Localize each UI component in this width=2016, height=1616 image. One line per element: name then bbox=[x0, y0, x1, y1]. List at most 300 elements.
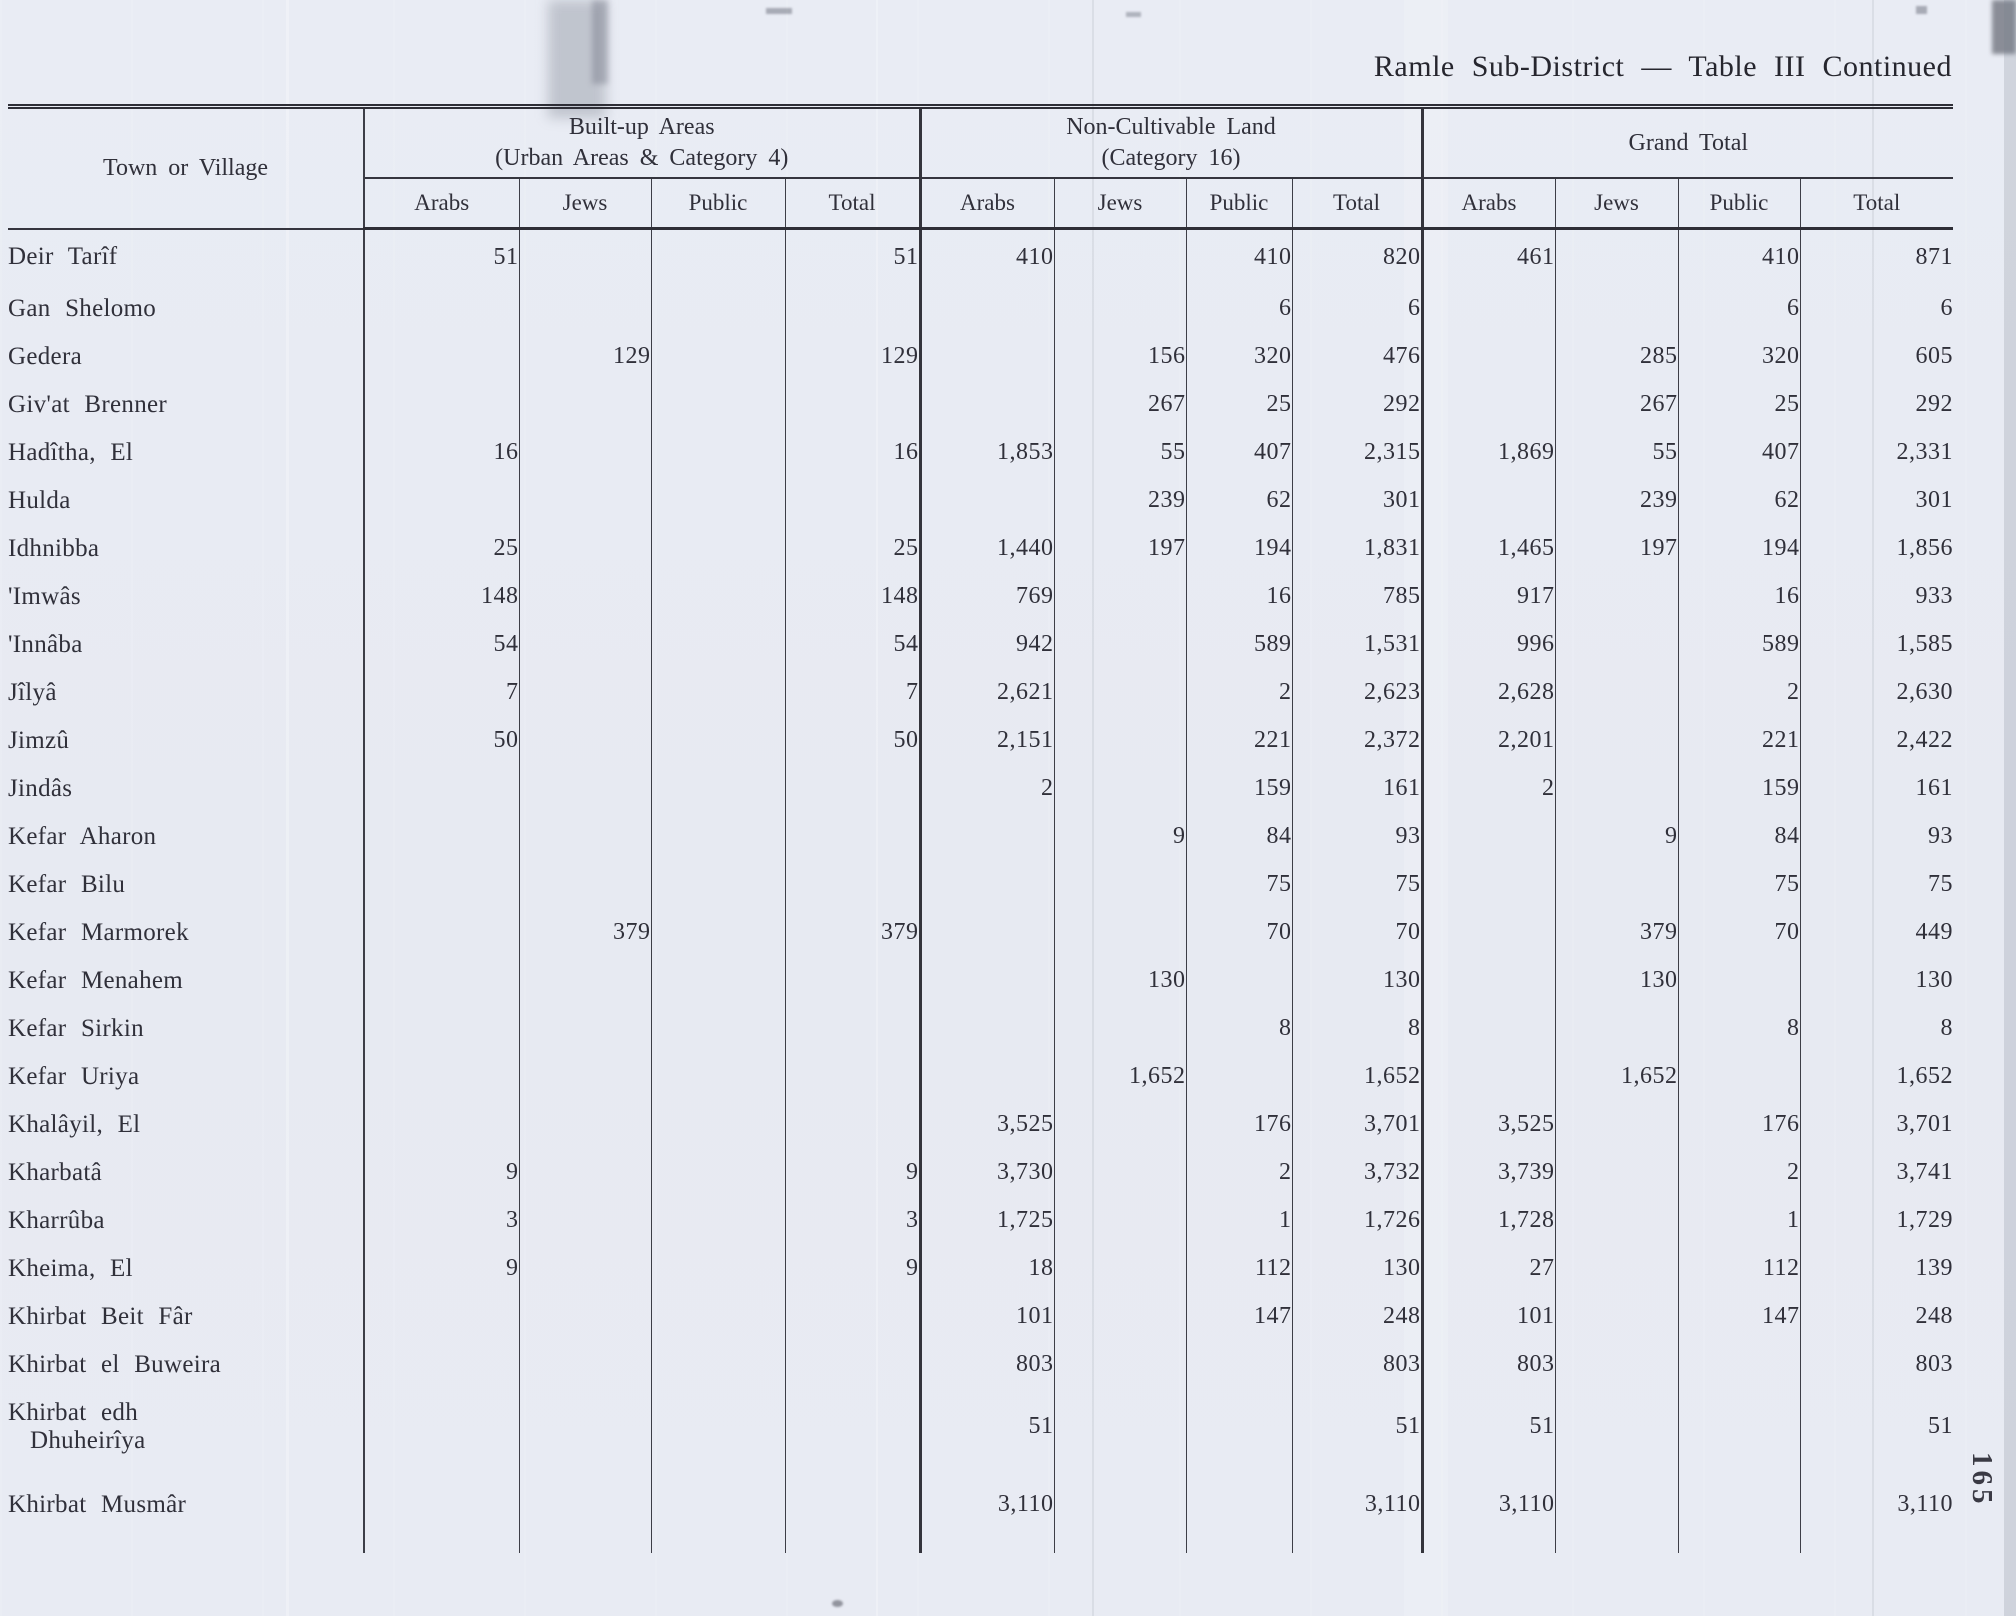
cell-nc-public bbox=[1186, 1389, 1292, 1465]
cell-bu-total bbox=[785, 861, 920, 909]
cell-nc-jews bbox=[1054, 669, 1186, 717]
cell-bu-jews bbox=[519, 285, 651, 333]
table-row bbox=[8, 1465, 1953, 1553]
cell-gt-arabs: 3,525 bbox=[1422, 1101, 1555, 1149]
cell-bu-public bbox=[651, 229, 785, 285]
column-header-bu-jews: Jews bbox=[519, 178, 651, 229]
cell-nc-public: 221 bbox=[1186, 717, 1292, 765]
cell-gt-jews bbox=[1555, 669, 1678, 717]
cell-nc-total: 2,315 bbox=[1292, 429, 1422, 477]
cell-nc-public bbox=[1186, 1341, 1292, 1389]
cell-bu-arabs: 9 bbox=[364, 1149, 519, 1197]
cell-nc-arabs: 101 bbox=[920, 1293, 1054, 1341]
cell-gt-jews bbox=[1555, 621, 1678, 669]
cell-nc-jews: 197 bbox=[1054, 525, 1186, 573]
cell-bu-jews bbox=[519, 429, 651, 477]
cell-gt-public bbox=[1678, 1389, 1800, 1465]
column-header-gt-jews: Jews bbox=[1555, 178, 1678, 229]
cell-bu-public bbox=[651, 1293, 785, 1341]
cell-gt-total: 803 bbox=[1915, 1351, 1954, 1377]
cell-nc-public: 2 bbox=[1186, 1149, 1292, 1197]
cell-bu-public bbox=[651, 381, 785, 429]
cell-bu-arabs: 3 bbox=[364, 1197, 519, 1245]
column-header-bu-arabs: Arabs bbox=[364, 178, 519, 229]
cell-nc-total: 70 bbox=[1292, 909, 1422, 957]
cell-nc-total: 8 bbox=[1292, 1005, 1422, 1053]
cell-bu-total: 54 bbox=[785, 621, 920, 669]
cell-gt-total: 6 bbox=[1940, 295, 1954, 321]
cell-nc-jews bbox=[1054, 1005, 1186, 1053]
cell-gt-jews bbox=[1555, 1101, 1678, 1149]
cell-bu-public bbox=[651, 477, 785, 525]
cell-nc-public: 25 bbox=[1186, 381, 1292, 429]
cell-nc-arabs: 2,151 bbox=[920, 717, 1054, 765]
cell-bu-jews bbox=[519, 477, 651, 525]
cell-nc-arabs: 51 bbox=[920, 1389, 1054, 1465]
cell-bu-jews bbox=[519, 765, 651, 813]
scan-smudge bbox=[592, 0, 608, 84]
cell-bu-arabs bbox=[364, 813, 519, 861]
cell-nc-total: 130 bbox=[1292, 1245, 1422, 1293]
cell-bu-arabs: 25 bbox=[364, 525, 519, 573]
cell-bu-total bbox=[785, 813, 920, 861]
cell-nc-total: 130 bbox=[1292, 957, 1422, 1005]
cell-gt-arabs: 996 bbox=[1422, 621, 1555, 669]
cell-nc-public: 407 bbox=[1186, 429, 1292, 477]
cell-nc-jews: 55 bbox=[1054, 429, 1186, 477]
cell-nc-arabs bbox=[920, 957, 1054, 1005]
cell-nc-jews bbox=[1054, 717, 1186, 765]
cell-bu-total: 9 bbox=[785, 1149, 920, 1197]
group-label-line: Built-up Areas bbox=[568, 114, 715, 140]
cell-bu-total bbox=[785, 957, 920, 1005]
cell-nc-jews: 130 bbox=[1054, 957, 1186, 1005]
cell-bu-public bbox=[651, 1245, 785, 1293]
cell-nc-jews bbox=[1054, 621, 1186, 669]
cell-gt-arabs: 2,628 bbox=[1422, 669, 1555, 717]
cell-gt-arabs bbox=[1422, 861, 1555, 909]
cell-bu-public bbox=[651, 429, 785, 477]
table-row bbox=[8, 621, 1953, 669]
cell-gt-jews bbox=[1555, 765, 1678, 813]
cell-nc-public bbox=[1186, 1465, 1292, 1553]
table-row bbox=[8, 477, 1953, 525]
cell-nc-arabs bbox=[920, 333, 1054, 381]
cell-gt-arabs bbox=[1422, 1053, 1555, 1101]
cell-nc-public: 410 bbox=[1186, 229, 1292, 285]
cell-gt-arabs bbox=[1422, 381, 1555, 429]
cell-bu-jews bbox=[519, 381, 651, 429]
cell-nc-jews bbox=[1054, 1149, 1186, 1197]
cell-gt-total: 3,110 bbox=[1897, 1490, 1954, 1517]
cell-gt-total: 161 bbox=[1915, 775, 1954, 801]
cell-bu-jews bbox=[519, 1293, 651, 1341]
cell-gt-total: 2,331 bbox=[1896, 439, 1954, 465]
cell-gt-public: 62 bbox=[1678, 477, 1800, 525]
cell-nc-arabs: 3,110 bbox=[920, 1465, 1054, 1553]
cell-gt-public: 6 bbox=[1678, 285, 1800, 333]
cell-nc-public bbox=[1186, 1053, 1292, 1101]
cell-bu-public bbox=[651, 1465, 785, 1553]
cell-bu-total bbox=[785, 1389, 920, 1465]
cell-nc-arabs: 803 bbox=[920, 1341, 1054, 1389]
cell-gt-arabs: 3,739 bbox=[1422, 1149, 1555, 1197]
cell-gt-total: 292 bbox=[1915, 391, 1954, 417]
cell-gt-jews bbox=[1555, 1293, 1678, 1341]
cell-bu-public bbox=[651, 285, 785, 333]
cell-bu-arabs bbox=[364, 1053, 519, 1101]
cell-nc-jews bbox=[1054, 229, 1186, 285]
cell-gt-public: 112 bbox=[1678, 1245, 1800, 1293]
cell-bu-arabs: 7 bbox=[364, 669, 519, 717]
corner-header-town-or-village: Town or Village bbox=[8, 107, 364, 229]
cell-gt-jews: 285 bbox=[1555, 333, 1678, 381]
cell-nc-jews: 156 bbox=[1054, 333, 1186, 381]
town-name-cell: Giv'at Brenner bbox=[8, 381, 364, 429]
table-row bbox=[8, 717, 1953, 765]
town-name-cell: Gan Shelomo bbox=[8, 285, 364, 333]
cell-gt-public: 1 bbox=[1678, 1197, 1800, 1245]
cell-gt-arabs: 51 bbox=[1422, 1389, 1555, 1465]
cell-bu-arabs: 16 bbox=[364, 429, 519, 477]
cell-nc-total: 51 bbox=[1292, 1389, 1422, 1465]
cell-nc-public: 16 bbox=[1186, 573, 1292, 621]
cell-gt-jews bbox=[1555, 717, 1678, 765]
cell-bu-public bbox=[651, 717, 785, 765]
cell-gt-public: 84 bbox=[1678, 813, 1800, 861]
cell-gt-jews: 9 bbox=[1555, 813, 1678, 861]
cell-bu-total bbox=[785, 765, 920, 813]
cell-nc-arabs: 3,525 bbox=[920, 1101, 1054, 1149]
cell-gt-public: 75 bbox=[1678, 861, 1800, 909]
town-name-cell: Hadîtha, El bbox=[8, 429, 364, 477]
cell-bu-total bbox=[785, 1053, 920, 1101]
town-name-cell: Kharrûba bbox=[8, 1197, 364, 1245]
cell-bu-jews bbox=[519, 717, 651, 765]
cell-bu-public bbox=[651, 621, 785, 669]
cell-gt-arabs bbox=[1422, 285, 1555, 333]
cell-bu-public bbox=[651, 909, 785, 957]
cell-gt-total: 3,701 bbox=[1896, 1111, 1954, 1137]
cell-bu-jews: 379 bbox=[519, 909, 651, 957]
cell-gt-arabs: 803 bbox=[1422, 1341, 1555, 1389]
cell-gt-public bbox=[1678, 1465, 1800, 1553]
cell-bu-total: 3 bbox=[785, 1197, 920, 1245]
cell-bu-jews bbox=[519, 1005, 651, 1053]
cell-gt-arabs bbox=[1422, 333, 1555, 381]
cell-gt-total: 130 bbox=[1915, 967, 1954, 993]
cell-gt-jews bbox=[1555, 1245, 1678, 1293]
cell-bu-arabs bbox=[364, 1465, 519, 1553]
cell-nc-public: 84 bbox=[1186, 813, 1292, 861]
cell-gt-arabs: 2 bbox=[1422, 765, 1555, 813]
cell-nc-jews: 267 bbox=[1054, 381, 1186, 429]
cell-nc-public: 70 bbox=[1186, 909, 1292, 957]
cell-gt-public: 194 bbox=[1678, 525, 1800, 573]
cell-bu-arabs bbox=[364, 333, 519, 381]
group-label-line: Non-Cultivable Land bbox=[1066, 114, 1276, 140]
cell-nc-public: 194 bbox=[1186, 525, 1292, 573]
cell-nc-arabs: 1,853 bbox=[920, 429, 1054, 477]
cell-bu-public bbox=[651, 1197, 785, 1245]
table-row bbox=[8, 1053, 1953, 1101]
cell-nc-arabs: 2,621 bbox=[920, 669, 1054, 717]
cell-bu-jews bbox=[519, 1197, 651, 1245]
cell-gt-jews bbox=[1555, 1389, 1678, 1465]
cell-gt-total: 2,630 bbox=[1896, 679, 1954, 705]
cell-nc-total: 2,623 bbox=[1292, 669, 1422, 717]
cell-nc-public bbox=[1186, 957, 1292, 1005]
column-header-bu-total: Total bbox=[785, 178, 920, 229]
town-name-cell: Khalâyil, El bbox=[8, 1101, 364, 1149]
cell-gt-jews bbox=[1555, 229, 1678, 285]
cell-nc-arabs bbox=[920, 813, 1054, 861]
cell-nc-public: 62 bbox=[1186, 477, 1292, 525]
cell-gt-arabs: 27 bbox=[1422, 1245, 1555, 1293]
cell-nc-arabs bbox=[920, 1053, 1054, 1101]
town-name-cell: Kefar Aharon bbox=[8, 813, 364, 861]
column-header-gt-total: Total bbox=[1800, 178, 1953, 229]
cell-bu-arabs: 148 bbox=[364, 573, 519, 621]
cell-gt-public: 16 bbox=[1678, 573, 1800, 621]
scan-speck bbox=[832, 1600, 843, 1607]
cell-nc-total: 75 bbox=[1292, 861, 1422, 909]
cell-gt-total: 75 bbox=[1928, 871, 1954, 897]
cell-nc-arabs: 1,725 bbox=[920, 1197, 1054, 1245]
cell-gt-public: 407 bbox=[1678, 429, 1800, 477]
cell-bu-total: 148 bbox=[785, 573, 920, 621]
cell-bu-arabs bbox=[364, 1005, 519, 1053]
cell-bu-arabs: 50 bbox=[364, 717, 519, 765]
cell-nc-jews bbox=[1054, 909, 1186, 957]
cell-gt-arabs: 101 bbox=[1422, 1293, 1555, 1341]
cell-bu-arabs: 54 bbox=[364, 621, 519, 669]
table-row bbox=[8, 573, 1953, 621]
cell-nc-public: 320 bbox=[1186, 333, 1292, 381]
town-name-cell: Khirbat Beit Fâr bbox=[8, 1293, 364, 1341]
cell-bu-arabs bbox=[364, 1101, 519, 1149]
column-header-nc-public: Public bbox=[1186, 178, 1292, 229]
cell-nc-arabs bbox=[920, 909, 1054, 957]
cell-gt-jews: 1,652 bbox=[1555, 1053, 1678, 1101]
cell-bu-arabs bbox=[364, 1293, 519, 1341]
cell-gt-public: 320 bbox=[1678, 333, 1800, 381]
cell-bu-jews bbox=[519, 525, 651, 573]
cell-bu-total bbox=[785, 477, 920, 525]
column-header-nc-arabs: Arabs bbox=[920, 178, 1054, 229]
cell-gt-public: 589 bbox=[1678, 621, 1800, 669]
cell-bu-arabs bbox=[364, 381, 519, 429]
cell-bu-total: 9 bbox=[785, 1245, 920, 1293]
cell-gt-arabs: 1,869 bbox=[1422, 429, 1555, 477]
cell-bu-arabs: 51 bbox=[364, 229, 519, 285]
cell-gt-arabs: 2,201 bbox=[1422, 717, 1555, 765]
cell-nc-arabs bbox=[920, 477, 1054, 525]
cell-bu-jews bbox=[519, 1341, 651, 1389]
scan-speck bbox=[1916, 6, 1927, 14]
cell-nc-jews bbox=[1054, 861, 1186, 909]
cell-bu-public bbox=[651, 525, 785, 573]
cell-nc-total: 803 bbox=[1292, 1341, 1422, 1389]
cell-nc-public: 6 bbox=[1186, 285, 1292, 333]
table-row bbox=[8, 1245, 1953, 1293]
cell-nc-total: 1,652 bbox=[1292, 1053, 1422, 1101]
table-row bbox=[8, 1389, 1953, 1465]
cell-nc-arabs: 1,440 bbox=[920, 525, 1054, 573]
cell-bu-public bbox=[651, 957, 785, 1005]
cell-gt-total: 301 bbox=[1915, 487, 1954, 513]
table-row bbox=[8, 285, 1953, 333]
cell-gt-total: 1,729 bbox=[1896, 1207, 1954, 1233]
cell-bu-jews bbox=[519, 229, 651, 285]
cell-bu-arabs bbox=[364, 1341, 519, 1389]
cell-bu-total bbox=[785, 1005, 920, 1053]
town-name-cell: Kefar Menahem bbox=[8, 957, 364, 1005]
group-label-line: (Urban Areas & Category 4) bbox=[495, 145, 789, 171]
cell-gt-arabs: 1,465 bbox=[1422, 525, 1555, 573]
cell-gt-public bbox=[1678, 1341, 1800, 1389]
cell-nc-total: 161 bbox=[1292, 765, 1422, 813]
town-name-cell: Kefar Marmorek bbox=[8, 909, 364, 957]
cell-nc-arabs: 2 bbox=[920, 765, 1054, 813]
cell-bu-public bbox=[651, 813, 785, 861]
table-row bbox=[8, 381, 1953, 429]
cell-nc-arabs: 3,730 bbox=[920, 1149, 1054, 1197]
table-row bbox=[8, 813, 1953, 861]
group-header-grand-total bbox=[1422, 107, 1953, 179]
column-header-nc-total: Total bbox=[1292, 178, 1422, 229]
cell-nc-arabs bbox=[920, 861, 1054, 909]
cell-bu-total: 379 bbox=[785, 909, 920, 957]
group-label-line: (Category 16) bbox=[1101, 145, 1241, 171]
cell-nc-total: 476 bbox=[1292, 333, 1422, 381]
cell-bu-jews bbox=[519, 1053, 651, 1101]
cell-bu-total: 51 bbox=[785, 229, 920, 285]
cell-gt-arabs bbox=[1422, 1005, 1555, 1053]
cell-nc-jews bbox=[1054, 765, 1186, 813]
cell-bu-arabs bbox=[364, 861, 519, 909]
cell-nc-total: 292 bbox=[1292, 381, 1422, 429]
column-header-nc-jews: Jews bbox=[1054, 178, 1186, 229]
town-name-cell: Hulda bbox=[8, 477, 364, 525]
cell-gt-public: 147 bbox=[1678, 1293, 1800, 1341]
town-name-cell: Gedera bbox=[8, 333, 364, 381]
cell-nc-public: 8 bbox=[1186, 1005, 1292, 1053]
town-name-cell: Khirbat Musmâr bbox=[8, 1465, 364, 1553]
cell-nc-arabs: 18 bbox=[920, 1245, 1054, 1293]
column-header-bu-public: Public bbox=[651, 178, 785, 229]
cell-bu-jews bbox=[519, 621, 651, 669]
cell-gt-public: 221 bbox=[1678, 717, 1800, 765]
cell-gt-total: 1,652 bbox=[1896, 1063, 1954, 1089]
cell-nc-arabs: 769 bbox=[920, 573, 1054, 621]
cell-gt-public: 159 bbox=[1678, 765, 1800, 813]
cell-gt-public: 410 bbox=[1678, 229, 1800, 285]
scan-speck bbox=[766, 8, 792, 14]
cell-nc-jews: 1,652 bbox=[1054, 1053, 1186, 1101]
cell-bu-total bbox=[785, 1341, 920, 1389]
cell-bu-jews: 129 bbox=[519, 333, 651, 381]
cell-nc-jews bbox=[1054, 1389, 1186, 1465]
cell-gt-public bbox=[1678, 1053, 1800, 1101]
cell-bu-jews bbox=[519, 669, 651, 717]
cell-gt-jews: 55 bbox=[1555, 429, 1678, 477]
cell-bu-public bbox=[651, 1149, 785, 1197]
table-row bbox=[8, 429, 1953, 477]
cell-nc-arabs bbox=[920, 285, 1054, 333]
scan-edge-band bbox=[2004, 0, 2016, 1616]
cell-nc-total: 820 bbox=[1292, 229, 1422, 285]
cell-nc-public: 147 bbox=[1186, 1293, 1292, 1341]
cell-gt-arabs: 3,110 bbox=[1422, 1465, 1555, 1553]
cell-nc-jews: 239 bbox=[1054, 477, 1186, 525]
cell-nc-jews bbox=[1054, 573, 1186, 621]
cell-bu-total bbox=[785, 1293, 920, 1341]
cell-bu-arabs bbox=[364, 1389, 519, 1465]
table-row bbox=[8, 229, 1953, 285]
cell-gt-total: 8 bbox=[1940, 1015, 1954, 1041]
cell-bu-jews bbox=[519, 861, 651, 909]
page-title: Ramle Sub-District — Table III Continued bbox=[1373, 50, 1952, 83]
cell-nc-arabs bbox=[920, 381, 1054, 429]
cell-nc-public: 176 bbox=[1186, 1101, 1292, 1149]
cell-nc-total: 1,531 bbox=[1292, 621, 1422, 669]
cell-gt-total: 248 bbox=[1915, 1303, 1954, 1329]
group-header-row bbox=[8, 107, 1953, 179]
scan-corner-mark bbox=[1992, 0, 2016, 54]
cell-gt-public: 8 bbox=[1678, 1005, 1800, 1053]
cell-bu-total: 129 bbox=[785, 333, 920, 381]
town-name-cell: Khirbat el Buweira bbox=[8, 1341, 364, 1389]
town-name-cell: Deir Tarîf bbox=[8, 229, 364, 285]
cell-nc-public: 159 bbox=[1186, 765, 1292, 813]
town-name-cell: 'Imwâs bbox=[8, 573, 364, 621]
cell-gt-jews bbox=[1555, 285, 1678, 333]
town-name-cell: Jîlyâ bbox=[8, 669, 364, 717]
cell-gt-jews: 379 bbox=[1555, 909, 1678, 957]
table-row bbox=[8, 1149, 1953, 1197]
table-row bbox=[8, 861, 1953, 909]
cell-nc-public: 2 bbox=[1186, 669, 1292, 717]
cell-nc-public: 112 bbox=[1186, 1245, 1292, 1293]
cell-nc-total: 785 bbox=[1292, 573, 1422, 621]
town-name-cell: Khirbat edh Dhuheirîya bbox=[8, 1389, 364, 1465]
scan-speck bbox=[1126, 12, 1141, 17]
cell-bu-public bbox=[651, 573, 785, 621]
cell-gt-total: 449 bbox=[1915, 919, 1954, 945]
town-name-cell: Kheima, El bbox=[8, 1245, 364, 1293]
cell-gt-arabs: 1,728 bbox=[1422, 1197, 1555, 1245]
cell-gt-total: 605 bbox=[1915, 343, 1954, 369]
page-number: 165 bbox=[1966, 1452, 1998, 1508]
cell-bu-public bbox=[651, 1005, 785, 1053]
table-row bbox=[8, 957, 1953, 1005]
table-row bbox=[8, 1293, 1953, 1341]
cell-nc-public: 589 bbox=[1186, 621, 1292, 669]
group-label-line: Grand Total bbox=[1628, 129, 1749, 156]
cell-bu-public bbox=[651, 765, 785, 813]
cell-gt-total: 871 bbox=[1915, 243, 1954, 270]
cell-bu-total: 16 bbox=[785, 429, 920, 477]
cell-gt-total: 1,585 bbox=[1896, 631, 1954, 657]
town-name-cell: Kefar Uriya bbox=[8, 1053, 364, 1101]
cell-gt-jews: 267 bbox=[1555, 381, 1678, 429]
cell-nc-jews: 9 bbox=[1054, 813, 1186, 861]
cell-bu-jews bbox=[519, 1389, 651, 1465]
column-header-gt-arabs: Arabs bbox=[1422, 178, 1555, 229]
cell-bu-jews bbox=[519, 1101, 651, 1149]
cell-bu-jews bbox=[519, 573, 651, 621]
